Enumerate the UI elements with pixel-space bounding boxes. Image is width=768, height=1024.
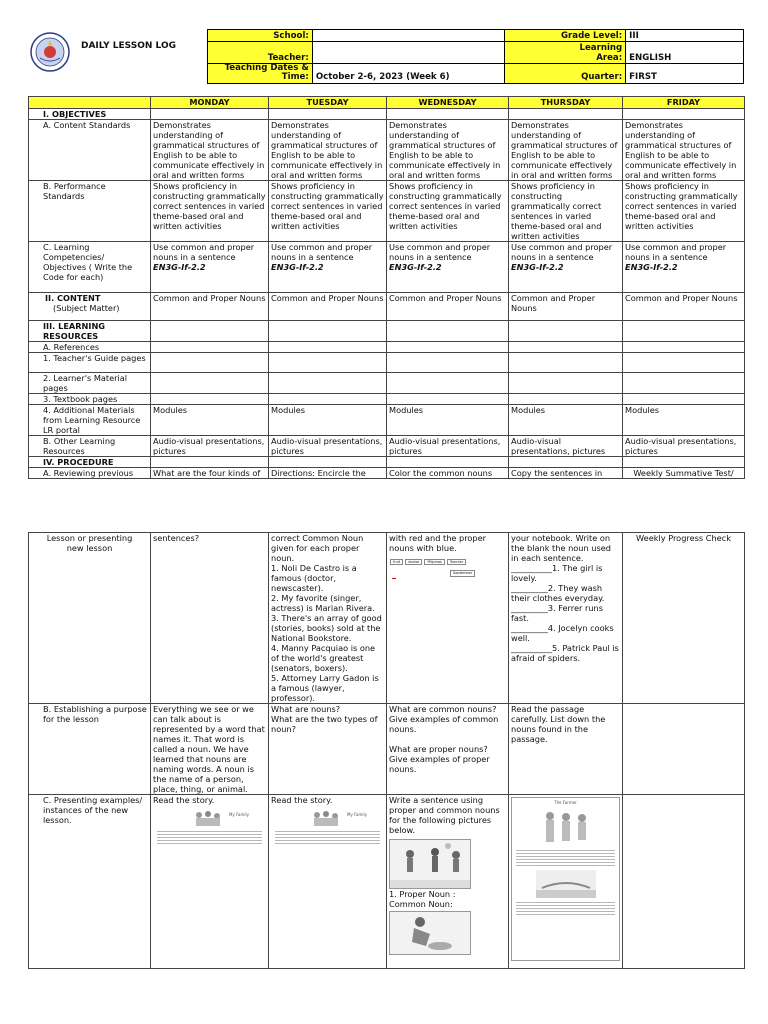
- competency-code-monday: EN3G-If-2.2: [153, 262, 206, 272]
- content-heading: II. CONTENT: [45, 293, 101, 303]
- other-resources-label: B. Other Learning Resources: [29, 436, 151, 457]
- purpose-monday: Everything we see or we can talk about is represented by a word that names it. That word is called a noun. We have learned that nouns are naming words. A noun is the name of a person, place, thing, or animal.: [151, 704, 269, 795]
- lesson-plan-table-page2: [28, 532, 745, 969]
- learning-area-label-line2: Area:: [596, 52, 623, 63]
- performance-standard-wednesday: Shows proficiency in constructing grammatically correct sentences in varied theme-based oral and written activities: [387, 181, 509, 242]
- content-standard-wednesday: Demonstrates understanding of grammatical structures of English to be able to communicate effectively in oral and written forms: [387, 120, 509, 181]
- noun-chip: fruit: [390, 559, 403, 565]
- additional-materials-tuesday: Modules: [269, 405, 387, 436]
- content-standard-thursday: Demonstrates understanding of grammatical structures of English to be able to communicate effectively in oral and written forms: [509, 120, 623, 181]
- teaching-dates-label-line2: Time:: [281, 72, 309, 83]
- competency-code-thursday: EN3G-If-2.2: [511, 262, 564, 272]
- competency-code-tuesday: EN3G-If-2.2: [271, 262, 324, 272]
- day-header-friday: FRIDAY: [623, 97, 745, 109]
- teaching-dates-label-line1: Teaching Dates &: [224, 63, 309, 73]
- subject-matter-wednesday: Common and Proper Nouns: [387, 293, 509, 321]
- competency-tuesday: Use common and proper nouns in a sentence: [271, 242, 373, 262]
- subject-matter-thursday: Common and Proper Nouns: [509, 293, 623, 321]
- reviewing-monday-top: What are the four kinds of: [151, 468, 269, 479]
- competency-monday: Use common and proper nouns in a sentence: [153, 242, 255, 262]
- family-illustration-icon: [193, 809, 223, 827]
- reviewing-tuesday-top: Directions: Encircle the: [269, 468, 387, 479]
- red-mark: [392, 578, 396, 579]
- objectives-heading: I. OBJECTIVES: [29, 109, 151, 120]
- lesson-log-header: [25, 29, 744, 83]
- farmer-picture: [389, 911, 471, 955]
- content-standards-label: A. Content Standards: [29, 120, 151, 181]
- teacher-label: Teacher:: [208, 42, 313, 64]
- purpose-tuesday: What are nouns? What are the two types of noun?: [269, 704, 387, 795]
- performance-standard-monday: Shows proficiency in constructing grammatically correct sentences in varied theme-based oral and written activities: [151, 181, 269, 242]
- reviewing-label: A. Reviewing previous: [29, 468, 151, 479]
- story-image-tuesday: [271, 809, 384, 853]
- basketball-players-icon: [390, 840, 471, 889]
- other-resources-tuesday: Audio-visual presentations, pictures: [269, 436, 387, 457]
- day-header-thursday: THURSDAY: [509, 97, 623, 109]
- noun-chip: Teacher: [447, 559, 467, 565]
- purpose-friday: [623, 704, 745, 795]
- subject-matter-friday: Common and Proper Nouns: [623, 293, 745, 321]
- family-illustration-icon: [311, 809, 341, 827]
- subject-matter-tuesday: Common and Proper Nouns: [269, 293, 387, 321]
- school-field[interactable]: [312, 30, 505, 42]
- other-resources-wednesday: Audio-visual presentations, pictures: [387, 436, 509, 457]
- story-image-monday: [153, 809, 266, 853]
- competency-thursday: Use common and proper nouns in a sentence: [511, 242, 613, 262]
- deped-seal-icon: [30, 32, 70, 72]
- quarter-field[interactable]: FIRST: [626, 64, 744, 84]
- reviewing-friday-top: Weekly Summative Test/: [623, 468, 745, 479]
- story-title: My Family: [347, 812, 367, 817]
- grade-level-label: Grade Level:: [505, 30, 626, 42]
- teaching-dates-field[interactable]: October 2-6, 2023 (Week 6): [312, 64, 505, 84]
- content-standard-tuesday: Demonstrates understanding of grammatical structures of English to be able to communicate effectively in oral and written forms: [269, 120, 387, 181]
- competency-wednesday: Use common and proper nouns in a sentence: [389, 242, 491, 262]
- lesson-plan-table-page1: [28, 96, 745, 479]
- grade-level-field[interactable]: III: [626, 30, 744, 42]
- purpose-thursday: Read the passage carefully. List down the nouns found in the passage.: [509, 704, 623, 795]
- learners-material-label: 2. Learner's Material pages: [29, 373, 151, 394]
- noun-chip: doctor: [405, 559, 422, 565]
- content-standard-monday: Demonstrates understanding of grammatical structures of English to be able to communicate effectively in oral and written forms: [151, 120, 269, 181]
- family-group-icon: [536, 808, 596, 848]
- day-header-tuesday: TUESDAY: [269, 97, 387, 109]
- day-header-monday: MONDAY: [151, 97, 269, 109]
- competency-code-wednesday: EN3G-If-2.2: [389, 262, 442, 272]
- competency-friday: Use common and proper nouns in a sentence: [625, 242, 727, 262]
- presenting-wednesday: Write a sentence using proper and common nouns for the following pictures below.: [389, 795, 500, 835]
- performance-standards-label: B. Performance Standards: [29, 181, 151, 242]
- purpose-wednesday: What are common nouns? Give examples of common nouns. What are proper nouns? Give examples of proper nouns.: [387, 704, 509, 795]
- proper-noun-item: 1. Proper Noun :: [389, 889, 456, 899]
- textbook-pages-label: 3. Textbook pages: [29, 394, 151, 405]
- presenting-tuesday: Read the story.: [271, 795, 333, 805]
- reviewing-monday: sentences?: [151, 533, 269, 704]
- reviewing-wednesday-top: Color the common nouns: [387, 468, 509, 479]
- page-title: DAILY LESSON LOG: [81, 41, 176, 51]
- purpose-label: B. Establishing a purpose for the lesson: [29, 704, 151, 795]
- basketball-picture: [389, 839, 471, 889]
- boat-scene-icon: [536, 870, 596, 898]
- other-resources-friday: Audio-visual presentations, pictures: [623, 436, 745, 457]
- performance-standard-tuesday: Shows proficiency in constructing grammatically correct sentences in varied theme-based oral and written activities: [269, 181, 387, 242]
- common-noun-item: Common Noun:: [389, 899, 453, 909]
- noun-chip: September: [450, 570, 475, 576]
- additional-materials-friday: Modules: [623, 405, 745, 436]
- competency-code-friday: EN3G-If-2.2: [625, 262, 678, 272]
- performance-standard-friday: Shows proficiency in constructing grammatically correct sentences in varied theme-based oral and written activities: [623, 181, 745, 242]
- story-title: My Family: [229, 812, 249, 817]
- teacher-field[interactable]: [312, 42, 505, 64]
- reviewing-tuesday: correct Common Noun given for each proper noun. 1. Noli De Castro is a famous (doctor, newscaster). 2. My favorite (singer, actress) is Marian Rivera. 3. There's an array of good (stories, books) sold at the National Bookstore. 4. Manny Pacquiao is one of the world's greatest (senators, boxers). 5. Attorney Larry Gadon is a famous (lawyer, professor).: [269, 533, 387, 704]
- noun-chip: Pilipinas: [424, 559, 444, 565]
- additional-materials-wednesday: Modules: [387, 405, 509, 436]
- subject-matter-monday: Common and Proper Nouns: [151, 293, 269, 321]
- other-resources-thursday: Audio-visual presentations, pictures: [509, 436, 623, 457]
- content-standard-friday: Demonstrates understanding of grammatical structures of English to be able to communicate effectively in oral and written forms: [623, 120, 745, 181]
- teachers-guide-label: 1. Teacher's Guide pages: [29, 353, 151, 373]
- other-resources-monday: Audio-visual presentations, pictures: [151, 436, 269, 457]
- competencies-label: C. Learning Competencies/ Objectives ( Write the Code for each): [29, 242, 151, 293]
- learning-area-field[interactable]: ENGLISH: [626, 42, 744, 64]
- presenting-monday: Read the story.: [153, 795, 215, 805]
- additional-materials-label: 4. Additional Materials from Learning Resource LR portal: [29, 405, 151, 436]
- day-header-wednesday: WEDNESDAY: [387, 97, 509, 109]
- performance-standard-thursday: Shows proficiency in constructing grammatically correct sentences in varied theme-based oral and written activities: [509, 181, 623, 242]
- learning-area-label-line1: Learning: [579, 43, 623, 54]
- reviewing-thursday: your notebook. Write on the blank the noun used in each sentence. __________1. The girl is lovely. _________2. They wash their clothes everyday. _________3. Ferrer runs fast. _________4. Jocelyn cooks well. __________5. Patrick Paul is afraid of spiders.: [509, 533, 623, 704]
- reviewing-thursday-top: Copy the sentences in: [509, 468, 623, 479]
- reviewing-wednesday: with red and the proper nouns with blue.: [389, 533, 487, 553]
- reading-passage-image: [511, 797, 620, 961]
- references-label: A. References: [29, 342, 151, 353]
- header-info-table: [207, 29, 744, 84]
- reviewing-label-continued: Lesson or presenting new lesson: [29, 533, 151, 704]
- presenting-label: C. Presenting examples/ instances of the new lesson.: [29, 795, 151, 969]
- procedure-heading: IV. PROCEDURE: [29, 457, 151, 468]
- noun-chips-image: [389, 555, 506, 579]
- school-label: School:: [208, 30, 313, 42]
- reviewing-friday: Weekly Progress Check: [623, 533, 745, 704]
- additional-materials-monday: Modules: [151, 405, 269, 436]
- learning-resources-heading: III. LEARNING RESOURCES: [29, 321, 151, 342]
- farmer-planting-icon: [390, 912, 471, 955]
- passage-title: The Farmer: [554, 800, 577, 805]
- additional-materials-thursday: Modules: [509, 405, 623, 436]
- content-sub-label: (Subject Matter): [53, 303, 120, 313]
- quarter-label: Quarter:: [505, 64, 626, 84]
